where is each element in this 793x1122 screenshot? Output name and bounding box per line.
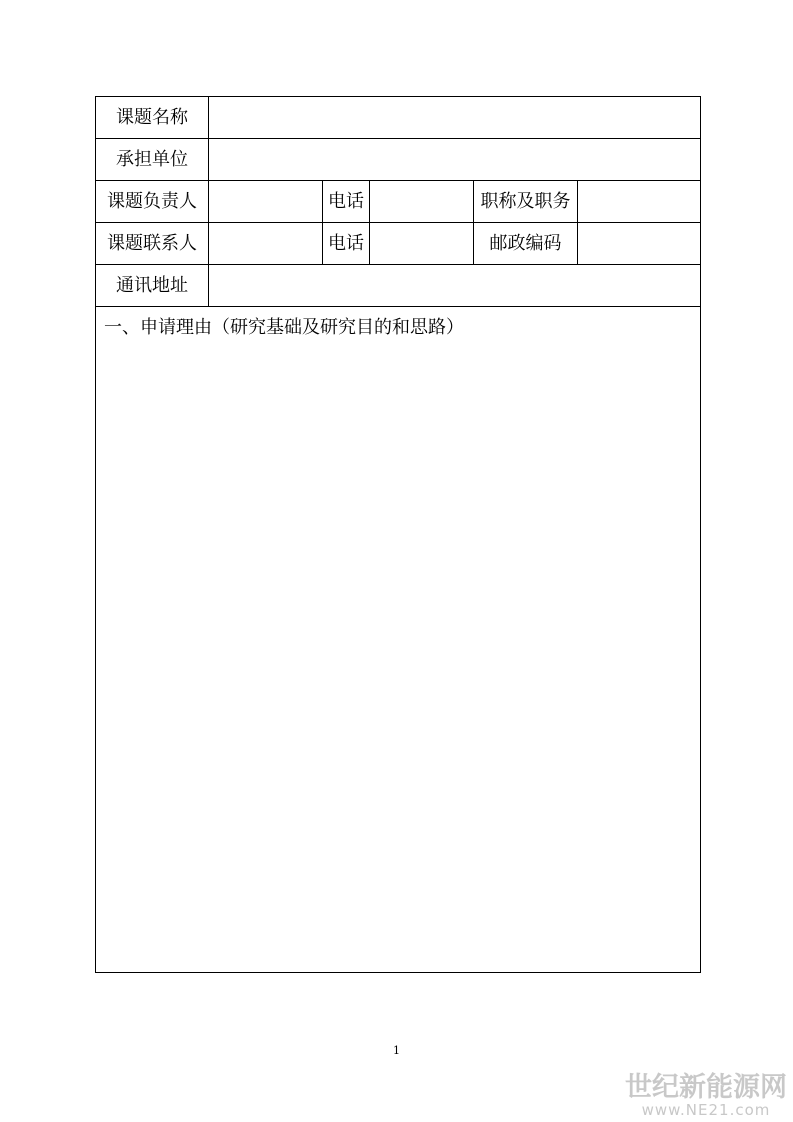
undertaking-unit-field[interactable] — [209, 139, 701, 181]
reason-section[interactable] — [96, 307, 701, 973]
title-position-field[interactable] — [578, 181, 701, 223]
watermark-site-name: 世纪新能源网 — [625, 1072, 787, 1103]
topic-name-label: 课题名称 — [96, 97, 209, 139]
contact-phone-field[interactable] — [370, 223, 474, 265]
topic-name-row — [96, 97, 701, 139]
address-field[interactable] — [209, 265, 701, 307]
page-number: 1 — [393, 1044, 400, 1057]
contact-phone-label: 电话 — [323, 223, 370, 265]
reason-heading: 一、申请理由（研究基础及研究目的和思路） — [104, 317, 464, 338]
contact-field[interactable] — [209, 223, 323, 265]
leader-label: 课题负责人 — [96, 181, 209, 223]
postal-code-field[interactable] — [578, 223, 701, 265]
leader-field[interactable] — [209, 181, 323, 223]
address-label: 通讯地址 — [96, 265, 209, 307]
contact-label: 课题联系人 — [96, 223, 209, 265]
undertaking-unit-row — [96, 139, 701, 181]
application-form-table — [95, 96, 701, 973]
leader-phone-field[interactable] — [370, 181, 474, 223]
reason-row — [96, 307, 701, 973]
leader-phone-label: 电话 — [323, 181, 370, 223]
title-position-label: 职称及职务 — [474, 181, 578, 223]
leader-row — [96, 181, 701, 223]
watermark-url: www.NE21.com — [641, 1101, 771, 1119]
address-row — [96, 265, 701, 307]
undertaking-unit-label: 承担单位 — [96, 139, 209, 181]
postal-code-label: 邮政编码 — [474, 223, 578, 265]
contact-row — [96, 223, 701, 265]
site-watermark — [625, 1074, 787, 1118]
topic-name-field[interactable] — [209, 97, 701, 139]
